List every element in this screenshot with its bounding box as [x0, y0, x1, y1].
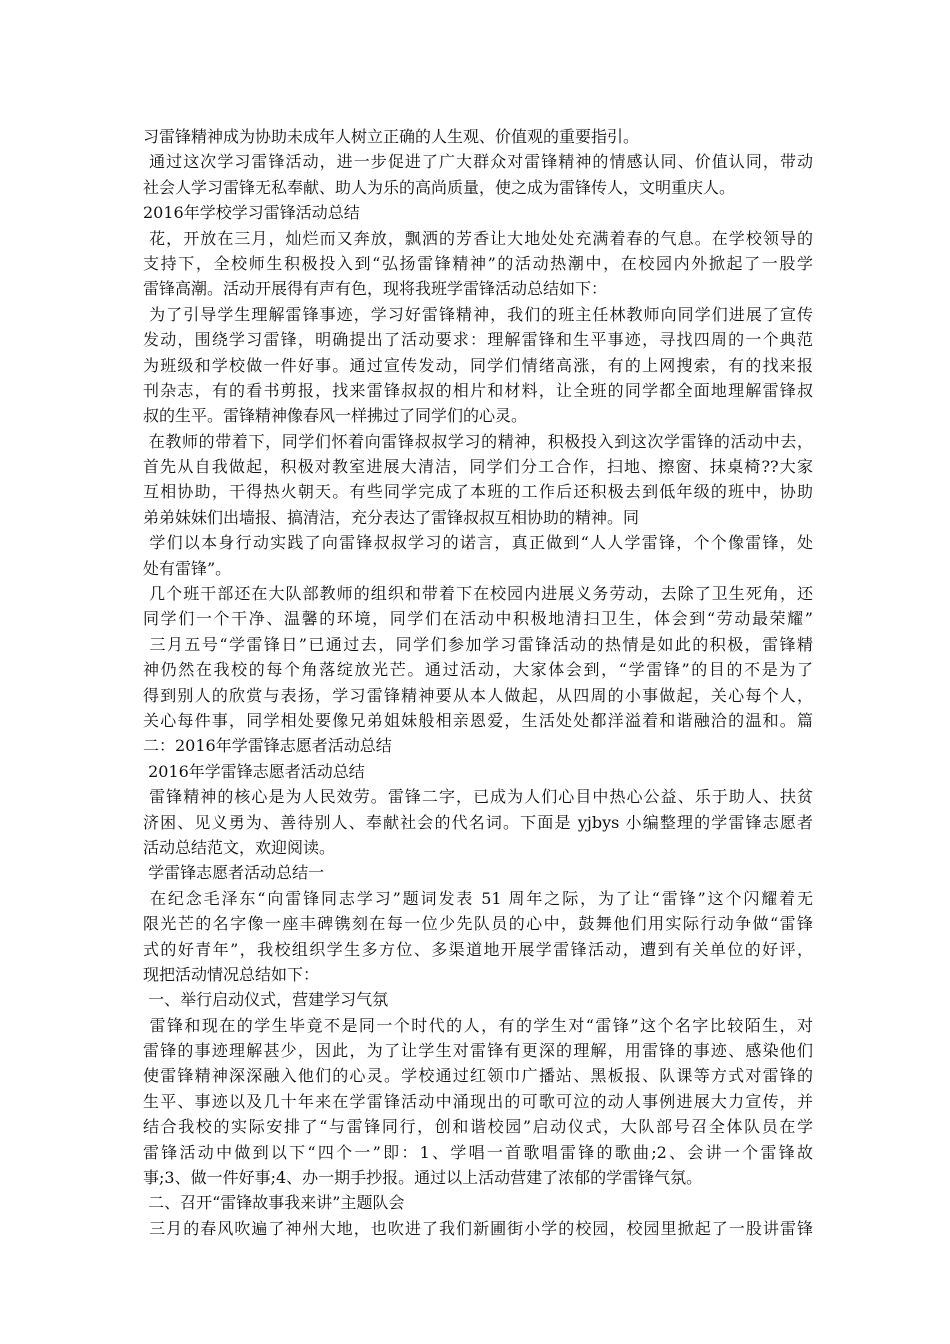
- text-line: 活动总结范文，欢迎阅读。: [143, 837, 336, 857]
- text-line: 花，开放在三月，灿烂而又奔放，飘洒的芳香让大地处处充满着春的气息。在学校领导的: [143, 228, 813, 248]
- text-line: 得到别人的欣赏与表扬，学习雷锋精神要从本人做起，从四周的小事做起，关心每个人，: [143, 685, 813, 705]
- text-line: 为班级和学校做一件好事。通过宣传发动，同学们情绪高涨，有的上网搜索，有的找来报: [143, 355, 813, 375]
- text-line: 雷锋精神的核心是为人民效劳。雷锋二字，已成为人们心目中热心公益、乐于助人、扶贫: [143, 787, 813, 807]
- text-line: 雷锋活动中做到以下“四个一”即：1、学唱一首歌唱雷锋的歌曲;2、会讲一个雷锋故: [143, 1142, 813, 1162]
- text-line: 同学们一个干净、温馨的环境，同学们在活动中积极地清扫卫生，体会到“劳动最荣耀”: [143, 609, 813, 629]
- text-line: 支持下，全校师生积极投入到“弘扬雷锋精神”的活动热潮中，在校园内外掀起了一股学: [143, 253, 813, 273]
- text-line: 式的好青年”，我校组织学生多方位、多渠道地开展学雷锋活动，遭到有关单位的好评，: [143, 939, 813, 959]
- document-body: [143, 124, 813, 1241]
- text-line: 弟弟妹妹们出墙报、搞清洁，充分表达了雷锋叔叔互相协助的精神。同: [143, 507, 640, 527]
- text-line: 叔的生平。雷锋精神像春风一样拂过了同学们的心灵。: [143, 406, 528, 426]
- text-line: 在纪念毛泽东“向雷锋同志学习”题词发表 51 周年之际，为了让“雷锋”这个闪耀着无: [143, 888, 813, 908]
- text-line: 刊杂志，有的看书剪报，找来雷锋叔叔的相片和材料，让全班的同学都全面地理解雷锋叔: [143, 380, 813, 400]
- text-line: 2016年学校学习雷锋活动总结: [143, 203, 360, 223]
- text-line: 首先从自我做起，积极对教室进展大清洁，同学们分工合作，扫地、擦窗、抹桌椅??大家: [143, 457, 813, 477]
- text-line: 三月五号“学雷锋日”已通过去，同学们参加学习雷锋活动的热情是如此的积极，雷锋精: [143, 634, 813, 654]
- text-line: 二：2016年学雷锋志愿者活动总结: [143, 736, 392, 756]
- text-line: 结合我校的实际安排了“与雷锋同行，创和谐校园”启动仪式，大队部号召全体队员在学: [143, 1117, 813, 1137]
- text-line: 发动，围绕学习雷锋，明确提出了活动要求：理解雷锋和生平事迹，寻找四周的一个典范: [143, 330, 813, 350]
- text-line: 事;3、做一件好事;4、办一期手抄报。通过以上活动营建了浓郁的学雷锋气氛。: [143, 1168, 703, 1188]
- text-line: 雷锋和现在的学生毕竟不是同一个时代的人，有的学生对“雷锋”这个名字比较陌生，对: [143, 1015, 813, 1035]
- text-line: 为了引导学生理解雷锋事迹，学习好雷锋精神，我们的班主任林教师向同学们进展了宣传: [143, 304, 813, 324]
- text-line: 互相协助，干得热火朝天。有些同学完成了本班的工作后还积极去到低年级的班中，协助: [143, 482, 813, 502]
- text-line: 生平、事迹以及几十年来在学雷锋活动中涌现出的可歌可泣的动人事例进展大力宣传，并: [143, 1091, 813, 1111]
- text-line: 三月的春风吹遍了神州大地，也吹进了我们新圃街小学的校园，校园里掀起了一股讲雷锋: [143, 1218, 813, 1238]
- text-line: 2016年学雷锋志愿者活动总结: [143, 761, 365, 781]
- text-line: 雷锋的事迹理解甚少，因此，为了让学生对雷锋有更深的理解，用雷锋的事迹、感染他们: [143, 1041, 813, 1061]
- text-line: 雷锋高潮。活动开展得有声有色，现将我班学雷锋活动总结如下：: [143, 279, 608, 299]
- text-line: 关心每件事，同学相处要像兄弟姐妹般相亲恩爱，生活处处都洋溢着和谐融洽的温和。篇: [143, 710, 813, 730]
- text-line: 神仍然在我校的每个角落绽放光芒。通过活动，大家体会到，“学雷锋”的目的不是为了: [143, 660, 813, 680]
- text-line: 学雷锋志愿者活动总结一: [143, 863, 325, 883]
- text-line: 学们以本身行动实践了向雷锋叔叔学习的诺言，真正做到“人人学雷锋，个个像雷锋，处: [143, 533, 813, 553]
- text-line: 社会人学习雷锋无私奉献、助人为乐的高尚质量，使之成为雷锋传人，文明重庆人。: [143, 177, 736, 197]
- text-line: 使雷锋精神深深融入他们的心灵。学校通过红领巾广播站、黑板报、队课等方式对雷锋的: [143, 1066, 813, 1086]
- text-line: 济困、见义勇为、善待别人、奉献社会的代名词。下面是 yjbys 小编整理的学雷锋志愿者: [143, 812, 813, 832]
- text-line: 习雷锋精神成为协助未成年人树立正确的人生观、价值观的重要指引。: [143, 127, 640, 146]
- text-line: 处有雷锋”。: [143, 558, 232, 578]
- text-line: 一、举行启动仪式，营建学习气氛: [143, 990, 389, 1010]
- text-line: 限光芒的名字像一座丰碑镌刻在每一位少先队员的心中，鼓舞他们用实际行动争做“雷锋: [143, 914, 813, 934]
- text-line: 现把活动情况总结如下：: [143, 964, 320, 984]
- text-line: 在教师的带着下，同学们怀着向雷锋叔叔学习的精神，积极投入到这次学雷锋的活动中去，: [143, 431, 813, 451]
- text-line: 通过这次学习雷锋活动，进一步促进了广大群众对雷锋精神的情感认同、价值认同，带动: [143, 152, 813, 172]
- text-line: 几个班干部还在大队部教师的组织和带着下在校园内进展义务劳动，去除了卫生死角，还: [143, 584, 813, 604]
- text-line: 二、召开“雷锋故事我来讲”主题队会: [143, 1193, 405, 1213]
